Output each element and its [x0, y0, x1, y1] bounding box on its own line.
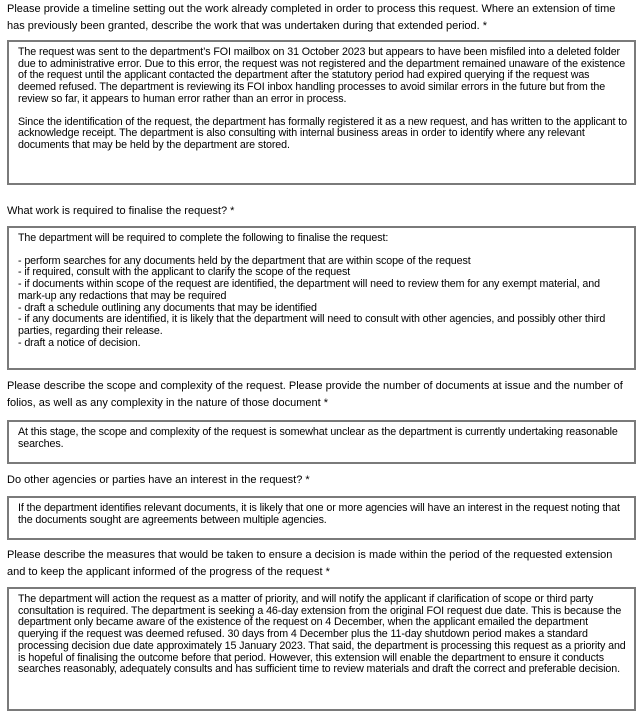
list-item: - perform searches for any documents held by the department that are within scope of the request — [18, 254, 471, 267]
answer-work-required-field[interactable] — [7, 226, 636, 370]
question-timeline: Please provide a timeline setting out the work already completed in order to process this request. Where an extension of time has previously been granted, describe the work that was undertaken during that extended period. * — [7, 3, 616, 32]
work-list — [18, 256, 627, 350]
answer-paragraph: The department will action the request as a matter of priority, and will notify the applicant if clarification of scope or third party consultation is required. The department is seeking a 46-day extension from the original FOI request due date. This is because the department only became aware of the existence of the request on 4 December, when the applicant emailed the department querying if the request was deemed refused. 30 days from 4 December plus the 11-day shutdown period makes a standard processing decision due date approximately 15 January 2023. That said, the department is processing this request as a priority and is hopeful of finalising the outcome before that period. However, this extension will enable the department to ensure it conducts searches reasonably, adequately consults and has sufficient time to review materials and draft the correct and preferable decision. — [18, 593, 626, 676]
answer-paragraph: Since the identification of the request, the department has formally registered it as a new request, and has written to the applicant to acknowledge receipt. The department is also consulting with internal business areas in order to identify where any relevant documents that may be held by the department are stored. — [18, 115, 628, 151]
answer-timeline-field[interactable] — [7, 40, 636, 185]
answer-other-agencies-field[interactable] — [7, 496, 636, 540]
answer-paragraph: The request was sent to the department’s FOI mailbox on 31 October 2023 but appears to have been misfiled into a deleted folder due to administrative error. Due to this error, the request was not registered and the department remained unaware of the existence of the request until the applicant contacted the department after the statutory period had expired querying if the request was deemed refused. The department is reviewing its FOI inbox handling processes to avoid similar errors in the future but from the review so far, it appears to human error rather than an error in process. — [18, 46, 626, 105]
answer-scope-complexity-field[interactable] — [7, 420, 636, 464]
list-item: - if any documents are identified, it is likely that the department will need to consult with other agencies, and possibly other third parties, regarding their release. — [18, 313, 606, 337]
answer-measures-field[interactable] — [7, 587, 636, 711]
answer-paragraph: At this stage, the scope and complexity of the request is somewhat unclear as the department is currently undertaking reasonable searches. — [18, 426, 618, 450]
question-scope-complexity: Please describe the scope and complexity of the request. Please provide the number of documents at issue and the number of folios, as well as any complexity in the nature of those document * — [7, 380, 623, 409]
question-work-required: What work is required to finalise the request? * — [7, 205, 235, 217]
list-item: - if required, consult with the applicant to clarify the scope of the request — [18, 266, 351, 279]
list-item: - draft a notice of decision. — [18, 336, 141, 349]
question-other-agencies: Do other agencies or parties have an interest in the request? * — [7, 474, 310, 486]
list-item: - draft a schedule outlining any documents that may be identified — [18, 301, 317, 314]
answer-paragraph: If the department identifies relevant documents, it is likely that one or more agencies will have an interest in the request noting that the documents sought are agreements between multiple agencies. — [18, 502, 620, 526]
list-item: - if documents within scope of the request are identified, the department will need to review them for any exempt material, and mark-up any redactions that may be required — [18, 278, 600, 302]
answer-paragraph: The department will be required to complete the following to finalise the request: — [18, 232, 389, 244]
question-measures: Please describe the measures that would be taken to ensure a decision is made within the period of the requested extension and to keep the applicant informed of the progress of the request * — [7, 549, 613, 578]
